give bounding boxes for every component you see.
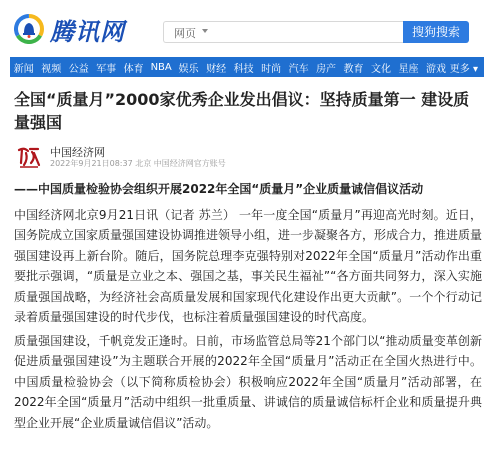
tencent-bell-logo-icon — [14, 14, 44, 44]
article-subtitle: ——中国质量检验协会组织开展2022年全国“质量月”企业质量诚信倡议活动 — [14, 182, 424, 196]
ce-cn-calligraphy-avatar-icon[interactable] — [14, 143, 44, 173]
logo-text: 腾讯网 — [50, 17, 125, 46]
nav-item-games[interactable]: 游戏 — [426, 63, 446, 75]
site-logo[interactable] — [14, 12, 125, 46]
nav-item-house[interactable]: 房产 — [316, 63, 337, 75]
nav-item-entertainment[interactable]: 娱乐 — [178, 63, 199, 75]
nav-item-education[interactable]: 教育 — [343, 63, 364, 75]
article-paragraph: 中国经济网北京9月21日讯（记者 苏兰） 一年一度全国“质量月”再迎高光时刻。近日，国务院成立国家质量强国建设协调推进领导小组，进一步凝聚各方，形成合力，推进质量强国建设再上新台阶。随后，国务院总理李克强特别对2022年全国“质量月”活动作出重要批示强调，“质量是立业之本、强国之基，事关民生福祉”“各方面共同努力，深入实施质量强国战略，为经济社会高质量发展和国家现代化建设作出更大贡献”。一个个行动记录着质量强国建设的时代步伐，也标注着质量强国建设的时代高度。 — [14, 208, 483, 325]
nav-item-news[interactable]: 新闻 — [13, 63, 34, 75]
nav-item-auto[interactable]: 汽车 — [288, 63, 309, 75]
nav-item-sports[interactable]: 体育 — [123, 63, 144, 75]
nav-item-nba[interactable]: NBA — [150, 61, 172, 73]
search-button[interactable]: 搜狗搜索 — [403, 21, 469, 43]
chevron-down-icon: ▾ — [472, 63, 478, 75]
nav-item-fashion[interactable]: 时尚 — [261, 63, 282, 75]
chevron-down-icon — [202, 29, 208, 33]
search-input[interactable] — [163, 21, 403, 43]
site-header — [0, 0, 493, 58]
author-name[interactable]: 中国经济网 — [50, 146, 105, 159]
nav-more-button[interactable] — [450, 60, 484, 75]
nav-item-finance[interactable]: 财经 — [206, 63, 227, 75]
article-paragraph: 质量强国建设，千帆竞发正逢时。日前，市场监管总局等21个部门以“推动质量变革创新 促进质量强国建设”为主题联合开展的2022年全国“质量月”活动正在全国火热进行中。中国质量检验协会（以下简称质检协会）积极响应2022年全国“质量月”活动部署，在2022年全国“质量月”活动中组织一批重质量、讲诚信的质量诚信标杆企业和质量提升典型企业开展“企业质量诚信倡议”活动。 — [14, 334, 482, 430]
publish-meta: 2022年9月21日08:37 北京 中国经济网官方账号 — [50, 159, 226, 168]
nav-item-astrology[interactable]: 星座 — [398, 63, 419, 75]
search-category-select[interactable]: 网页 — [174, 27, 196, 40]
channel-nav — [10, 57, 484, 77]
nav-item-culture[interactable]: 文化 — [371, 63, 392, 75]
nav-item-military[interactable]: 军事 — [96, 63, 117, 75]
author-block — [14, 143, 484, 173]
article-title: 全国“质量月”2000家优秀企业发出倡议：坚持质量第一 建设质量强国 — [14, 90, 470, 132]
nav-more-label: 更多 — [449, 63, 470, 75]
nav-item-tech[interactable]: 科技 — [233, 63, 254, 75]
nav-item-video[interactable]: 视频 — [41, 63, 62, 75]
nav-item-charity[interactable]: 公益 — [68, 63, 89, 75]
